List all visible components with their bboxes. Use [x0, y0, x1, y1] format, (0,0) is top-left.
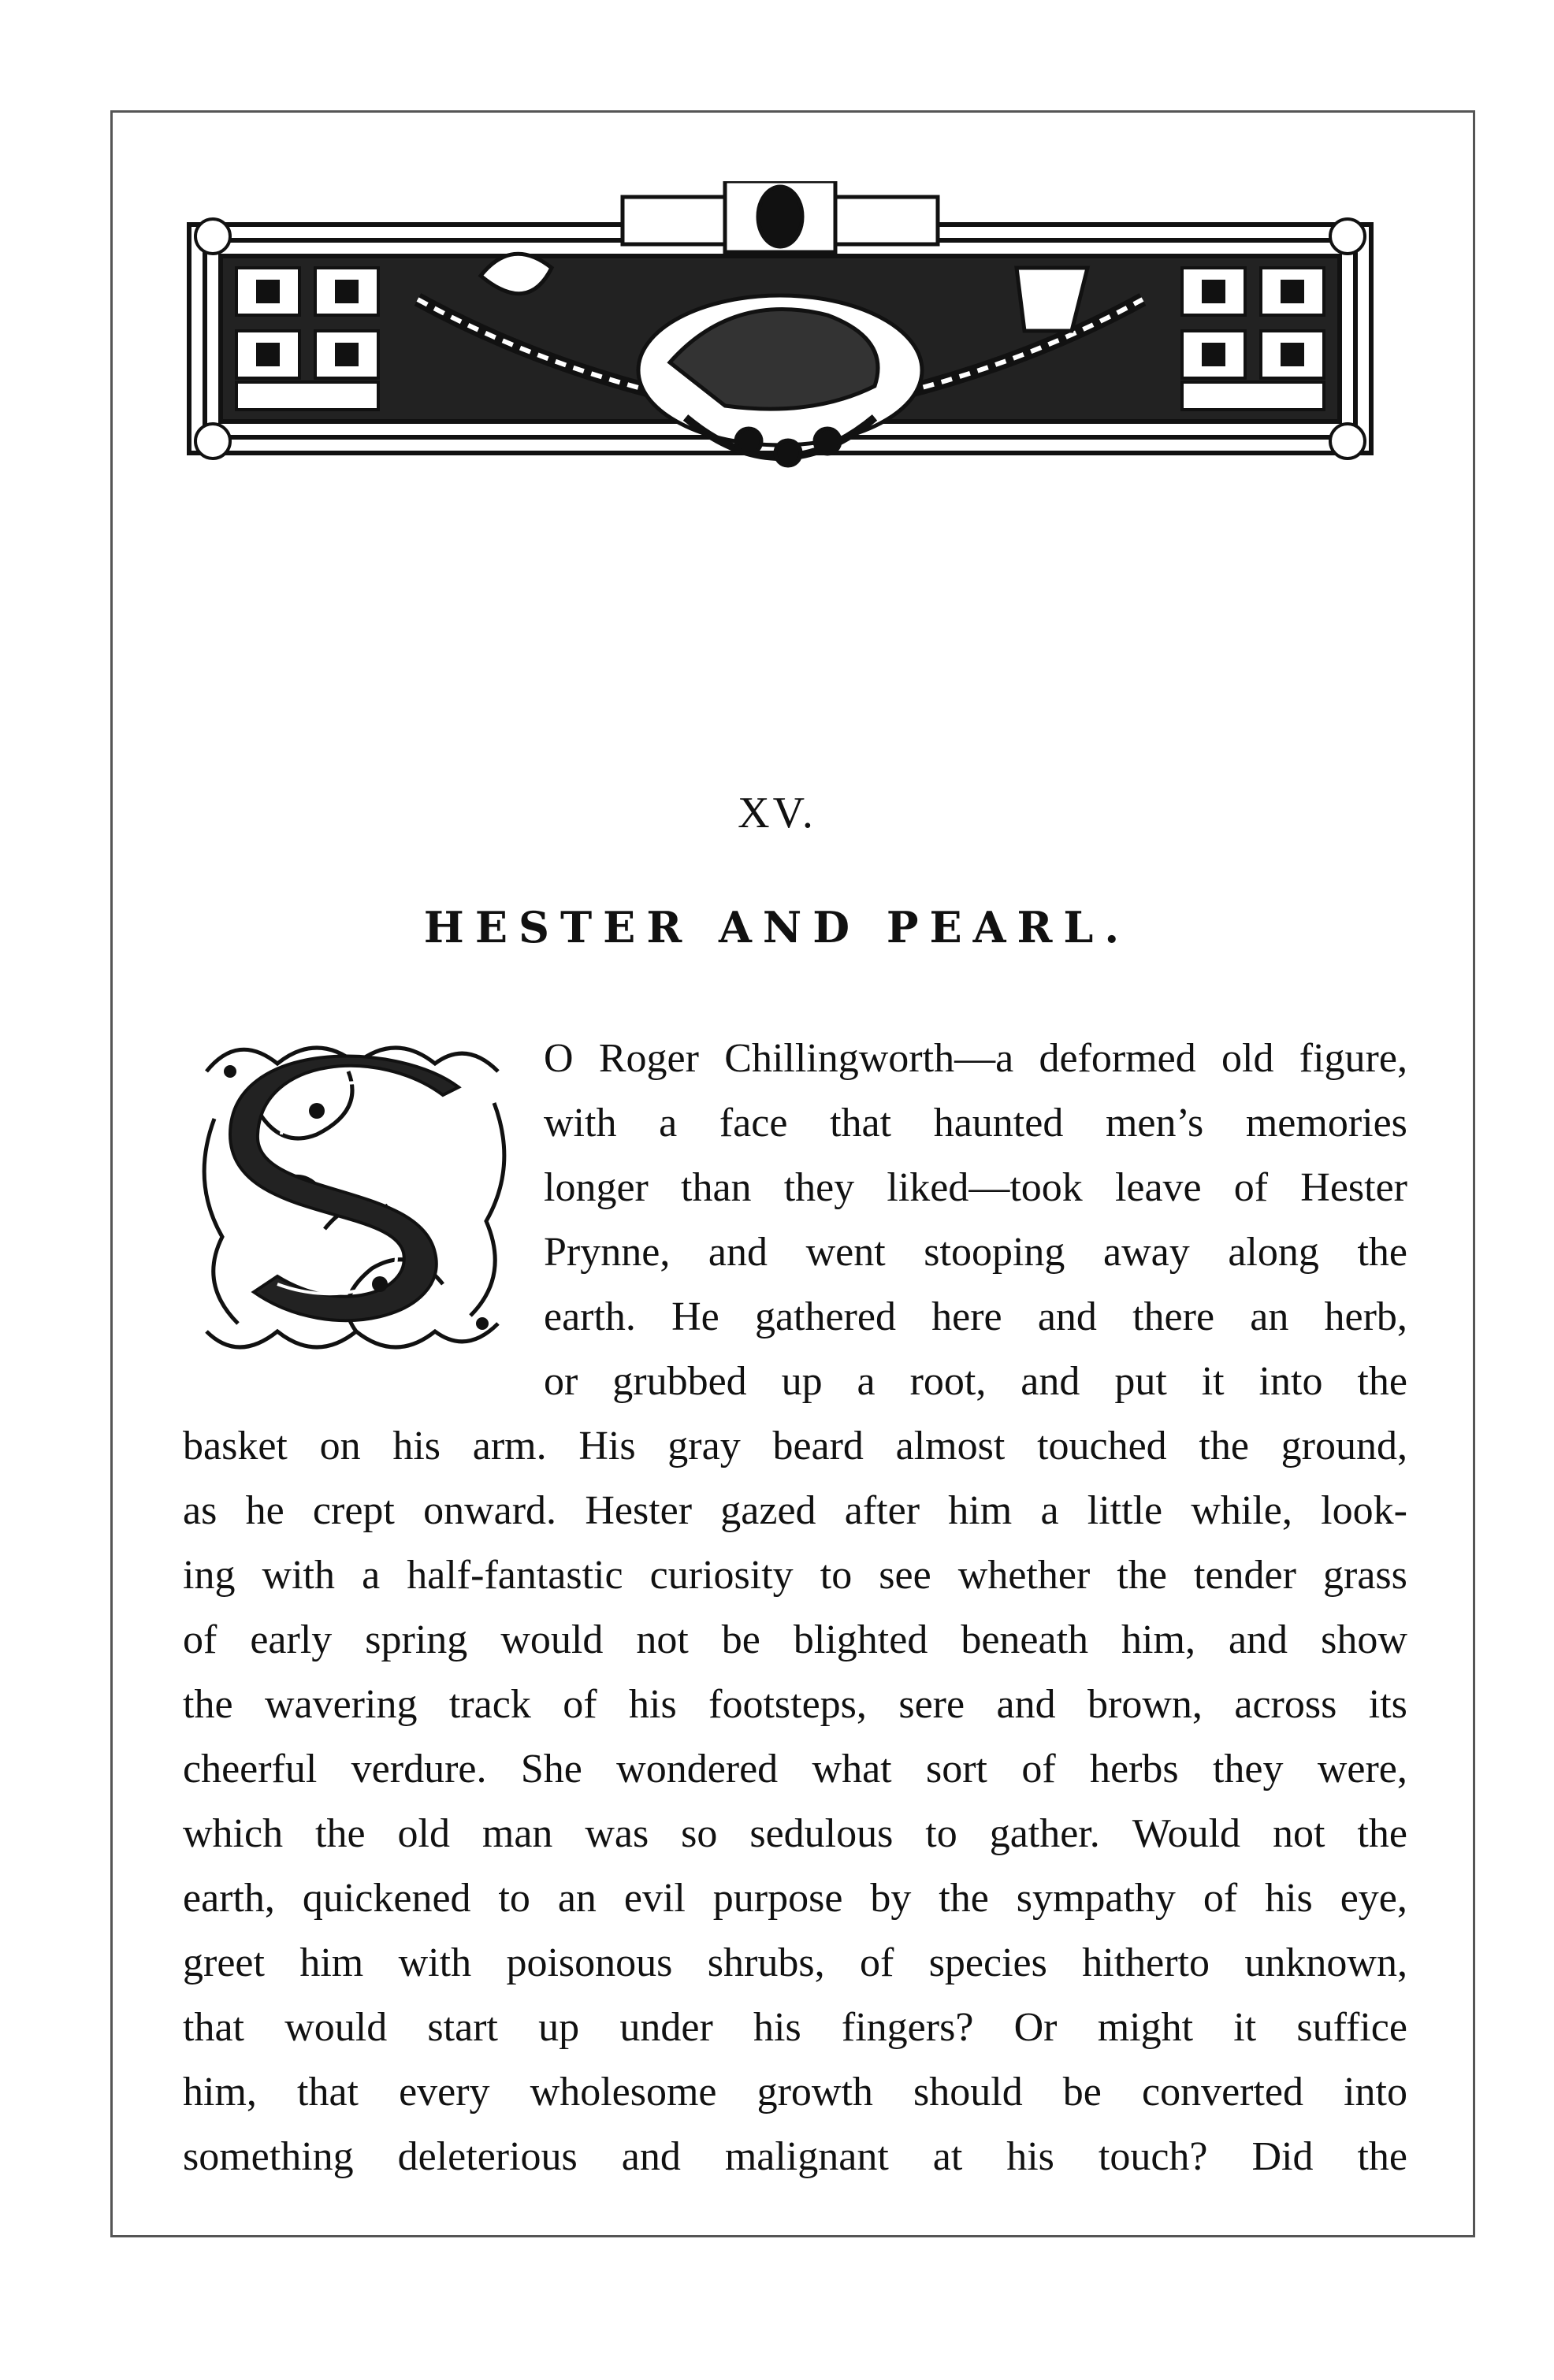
- text-line: the wavering track of his footsteps, sere and brown, across its: [183, 1682, 1407, 1727]
- text-line: longer than they liked—took leave of Hester: [544, 1165, 1407, 1210]
- text-line: which the old man was so sedulous to gather. Would not the: [183, 1811, 1407, 1856]
- chapter-title: HESTER AND PEARL.: [423, 902, 1131, 952]
- text-line: something deleterious and malignant at his touch? Did the: [183, 2134, 1407, 2179]
- text-line: that would start up under his fingers? Or might it suffice: [183, 2005, 1407, 2050]
- text-line: earth. He gathered here and there an herb,: [544, 1294, 1407, 1339]
- text-line: him, that every wholesome growth should be converted into: [183, 2070, 1407, 2115]
- text-line: O Roger Chillingworth—a deformed old figure,: [544, 1036, 1407, 1081]
- text-line: with a face that haunted men’s memories: [544, 1101, 1407, 1145]
- text-line: greet him with poisonous shrubs, of species hitherto unknown,: [183, 1940, 1407, 1985]
- text-line: of early spring would not be blighted beneath him, and show: [183, 1617, 1407, 1662]
- chapter-number: XV.: [738, 789, 816, 837]
- text-line: ing with a half-fantastic curiosity to see whether the tender grass: [183, 1553, 1407, 1598]
- text-line: as he crept onward. Hester gazed after him a little while, look-: [183, 1488, 1407, 1533]
- text-line: Prynne, and went stooping away along the: [544, 1230, 1407, 1275]
- text-line: cheerful verdure. She wondered what sort of herbs they were,: [183, 1747, 1407, 1791]
- text-line: earth, quickened to an evil purpose by the sympathy of his eye,: [183, 1876, 1407, 1921]
- text-line: or grubbed up a root, and put it into the: [544, 1359, 1407, 1404]
- text-line: basket on his arm. His gray beard almost touched the ground,: [183, 1424, 1407, 1468]
